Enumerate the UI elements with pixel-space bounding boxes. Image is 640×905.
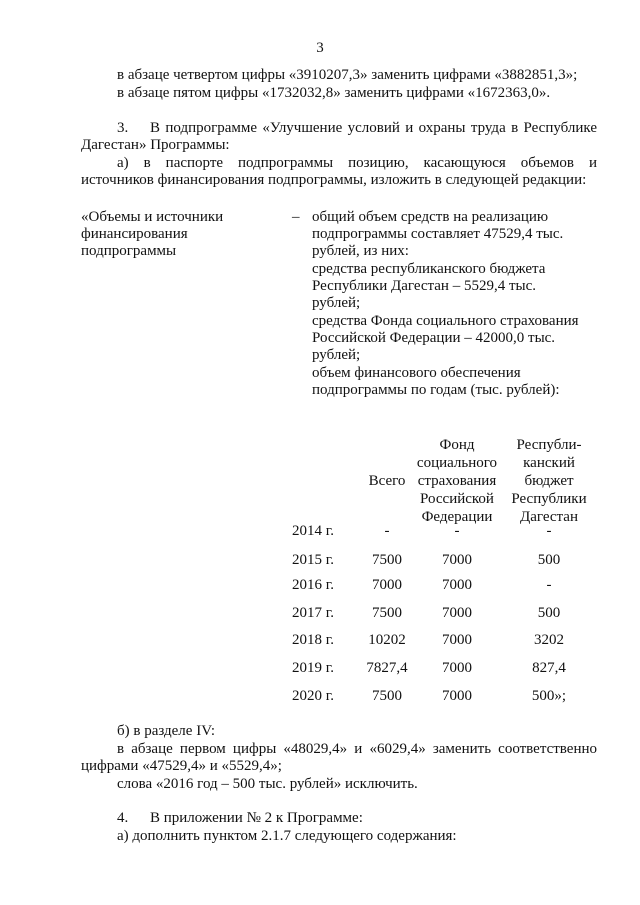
paragraph-line: В приложении № 2 к Программе: xyxy=(150,810,363,826)
paragraph-line: цифрами «47529,4» и «5529,4»; xyxy=(81,758,282,774)
table-header-fss-line: Фонд xyxy=(439,437,475,453)
section-number: 4. xyxy=(117,810,129,826)
table-header-rb-line: канский xyxy=(523,455,575,471)
passport-text-line: средства республиканского бюджета xyxy=(312,261,546,277)
table-cell-total: 10202 xyxy=(368,632,406,648)
passport-text-line: Российской Федерации – 42000,0 тыс. xyxy=(312,330,556,346)
section-number: 3. xyxy=(117,120,129,136)
table-cell-rb: - xyxy=(546,523,552,539)
table-cell-total: 7500 xyxy=(372,605,402,621)
passport-text-line: рублей, из них: xyxy=(312,243,409,259)
table-cell-year: 2014 г. xyxy=(292,523,334,539)
table-header-total: Всего xyxy=(368,473,406,489)
paragraph-line: в абзаце первом цифры «48029,4» и «6029,4» заменить соответственно xyxy=(117,741,597,757)
paragraph-line: Дагестан» Программы: xyxy=(81,137,230,153)
table-header-fss-line: социального xyxy=(416,455,498,471)
paragraph-line: слова «2016 год – 500 тыс. рублей» исключить. xyxy=(117,776,418,792)
table-cell-fss: 7000 xyxy=(442,577,472,593)
table-cell-year: 2018 г. xyxy=(292,632,334,648)
table-cell-fss: 7000 xyxy=(442,660,472,676)
table-header-rb-line: Республики xyxy=(511,491,587,507)
table-cell-fss: 7000 xyxy=(442,688,472,704)
table-cell-total: - xyxy=(384,523,390,539)
table-cell-year: 2015 г. xyxy=(292,552,334,568)
table-cell-rb: 500 xyxy=(537,552,561,568)
passport-label-line: финансирования xyxy=(81,226,188,242)
table-cell-total: 7000 xyxy=(372,577,402,593)
table-cell-rb: - xyxy=(546,577,552,593)
passport-text-line: подпрограммы составляет 47529,4 тыс. xyxy=(312,226,564,242)
table-header-fss-line: Российской xyxy=(420,491,494,507)
table-cell-year: 2017 г. xyxy=(292,605,334,621)
table-header-rb-line: Дагестан xyxy=(520,509,578,525)
page-number: 3 xyxy=(316,40,324,56)
passport-text-line: подпрограммы по годам (тыс. рублей): xyxy=(312,382,560,398)
passport-text-line: Республики Дагестан – 5529,4 тыс. xyxy=(312,278,536,294)
table-header-rb-line: бюджет xyxy=(524,473,574,489)
table-cell-year: 2019 г. xyxy=(292,660,334,676)
table-cell-total: 7500 xyxy=(372,688,402,704)
table-cell-rb: 3202 xyxy=(534,632,564,648)
table-cell-year: 2020 г. xyxy=(292,688,334,704)
paragraph-line: в абзаце пятом цифры «1732032,8» заменить цифрами «1672363,0». xyxy=(117,85,551,101)
table-cell-fss: 7000 xyxy=(442,605,472,621)
table-header-fss-line: Федерации xyxy=(421,509,493,525)
paragraph-line: б) в разделе IV: xyxy=(117,723,216,739)
passport-text-line: объем финансового обеспечения xyxy=(312,365,521,381)
table-cell-fss: - xyxy=(454,523,460,539)
table-cell-fss: 7000 xyxy=(442,552,472,568)
paragraph-line: источников финансирования подпрограммы, изложить в следующей редакции: xyxy=(81,172,587,188)
passport-text-line: рублей; xyxy=(312,295,361,311)
table-cell-fss: 7000 xyxy=(442,632,472,648)
table-cell-total: 7500 xyxy=(372,552,402,568)
paragraph-line: в абзаце четвертом цифры «3910207,3» заменить цифрами «3882851,3»; xyxy=(117,67,578,83)
passport-text-line: средства Фонда социального страхования xyxy=(312,313,579,329)
paragraph-line: а) в паспорте подпрограммы позицию, касающуюся объемов и xyxy=(117,155,597,171)
table-cell-rb: 827,4 xyxy=(532,660,566,676)
table-cell-total: 7827,4 xyxy=(366,660,408,676)
table-cell-year: 2016 г. xyxy=(292,577,334,593)
passport-label-line: «Объемы и источники xyxy=(81,209,224,225)
passport-text-line: рублей; xyxy=(312,347,361,363)
paragraph-line: В подпрограмме «Улучшение условий и охраны труда в Республике xyxy=(150,120,597,136)
table-header-rb-line: Республи- xyxy=(516,437,582,453)
passport-dash: – xyxy=(292,209,300,225)
passport-text-line: общий объем средств на реализацию xyxy=(312,209,549,225)
table-header-fss-line: страхования xyxy=(417,473,497,489)
table-cell-rb: 500»; xyxy=(531,688,567,704)
paragraph-line: а) дополнить пунктом 2.1.7 следующего содержания: xyxy=(117,828,457,844)
table-cell-rb: 500 xyxy=(537,605,561,621)
passport-label-line: подпрограммы xyxy=(81,243,177,259)
